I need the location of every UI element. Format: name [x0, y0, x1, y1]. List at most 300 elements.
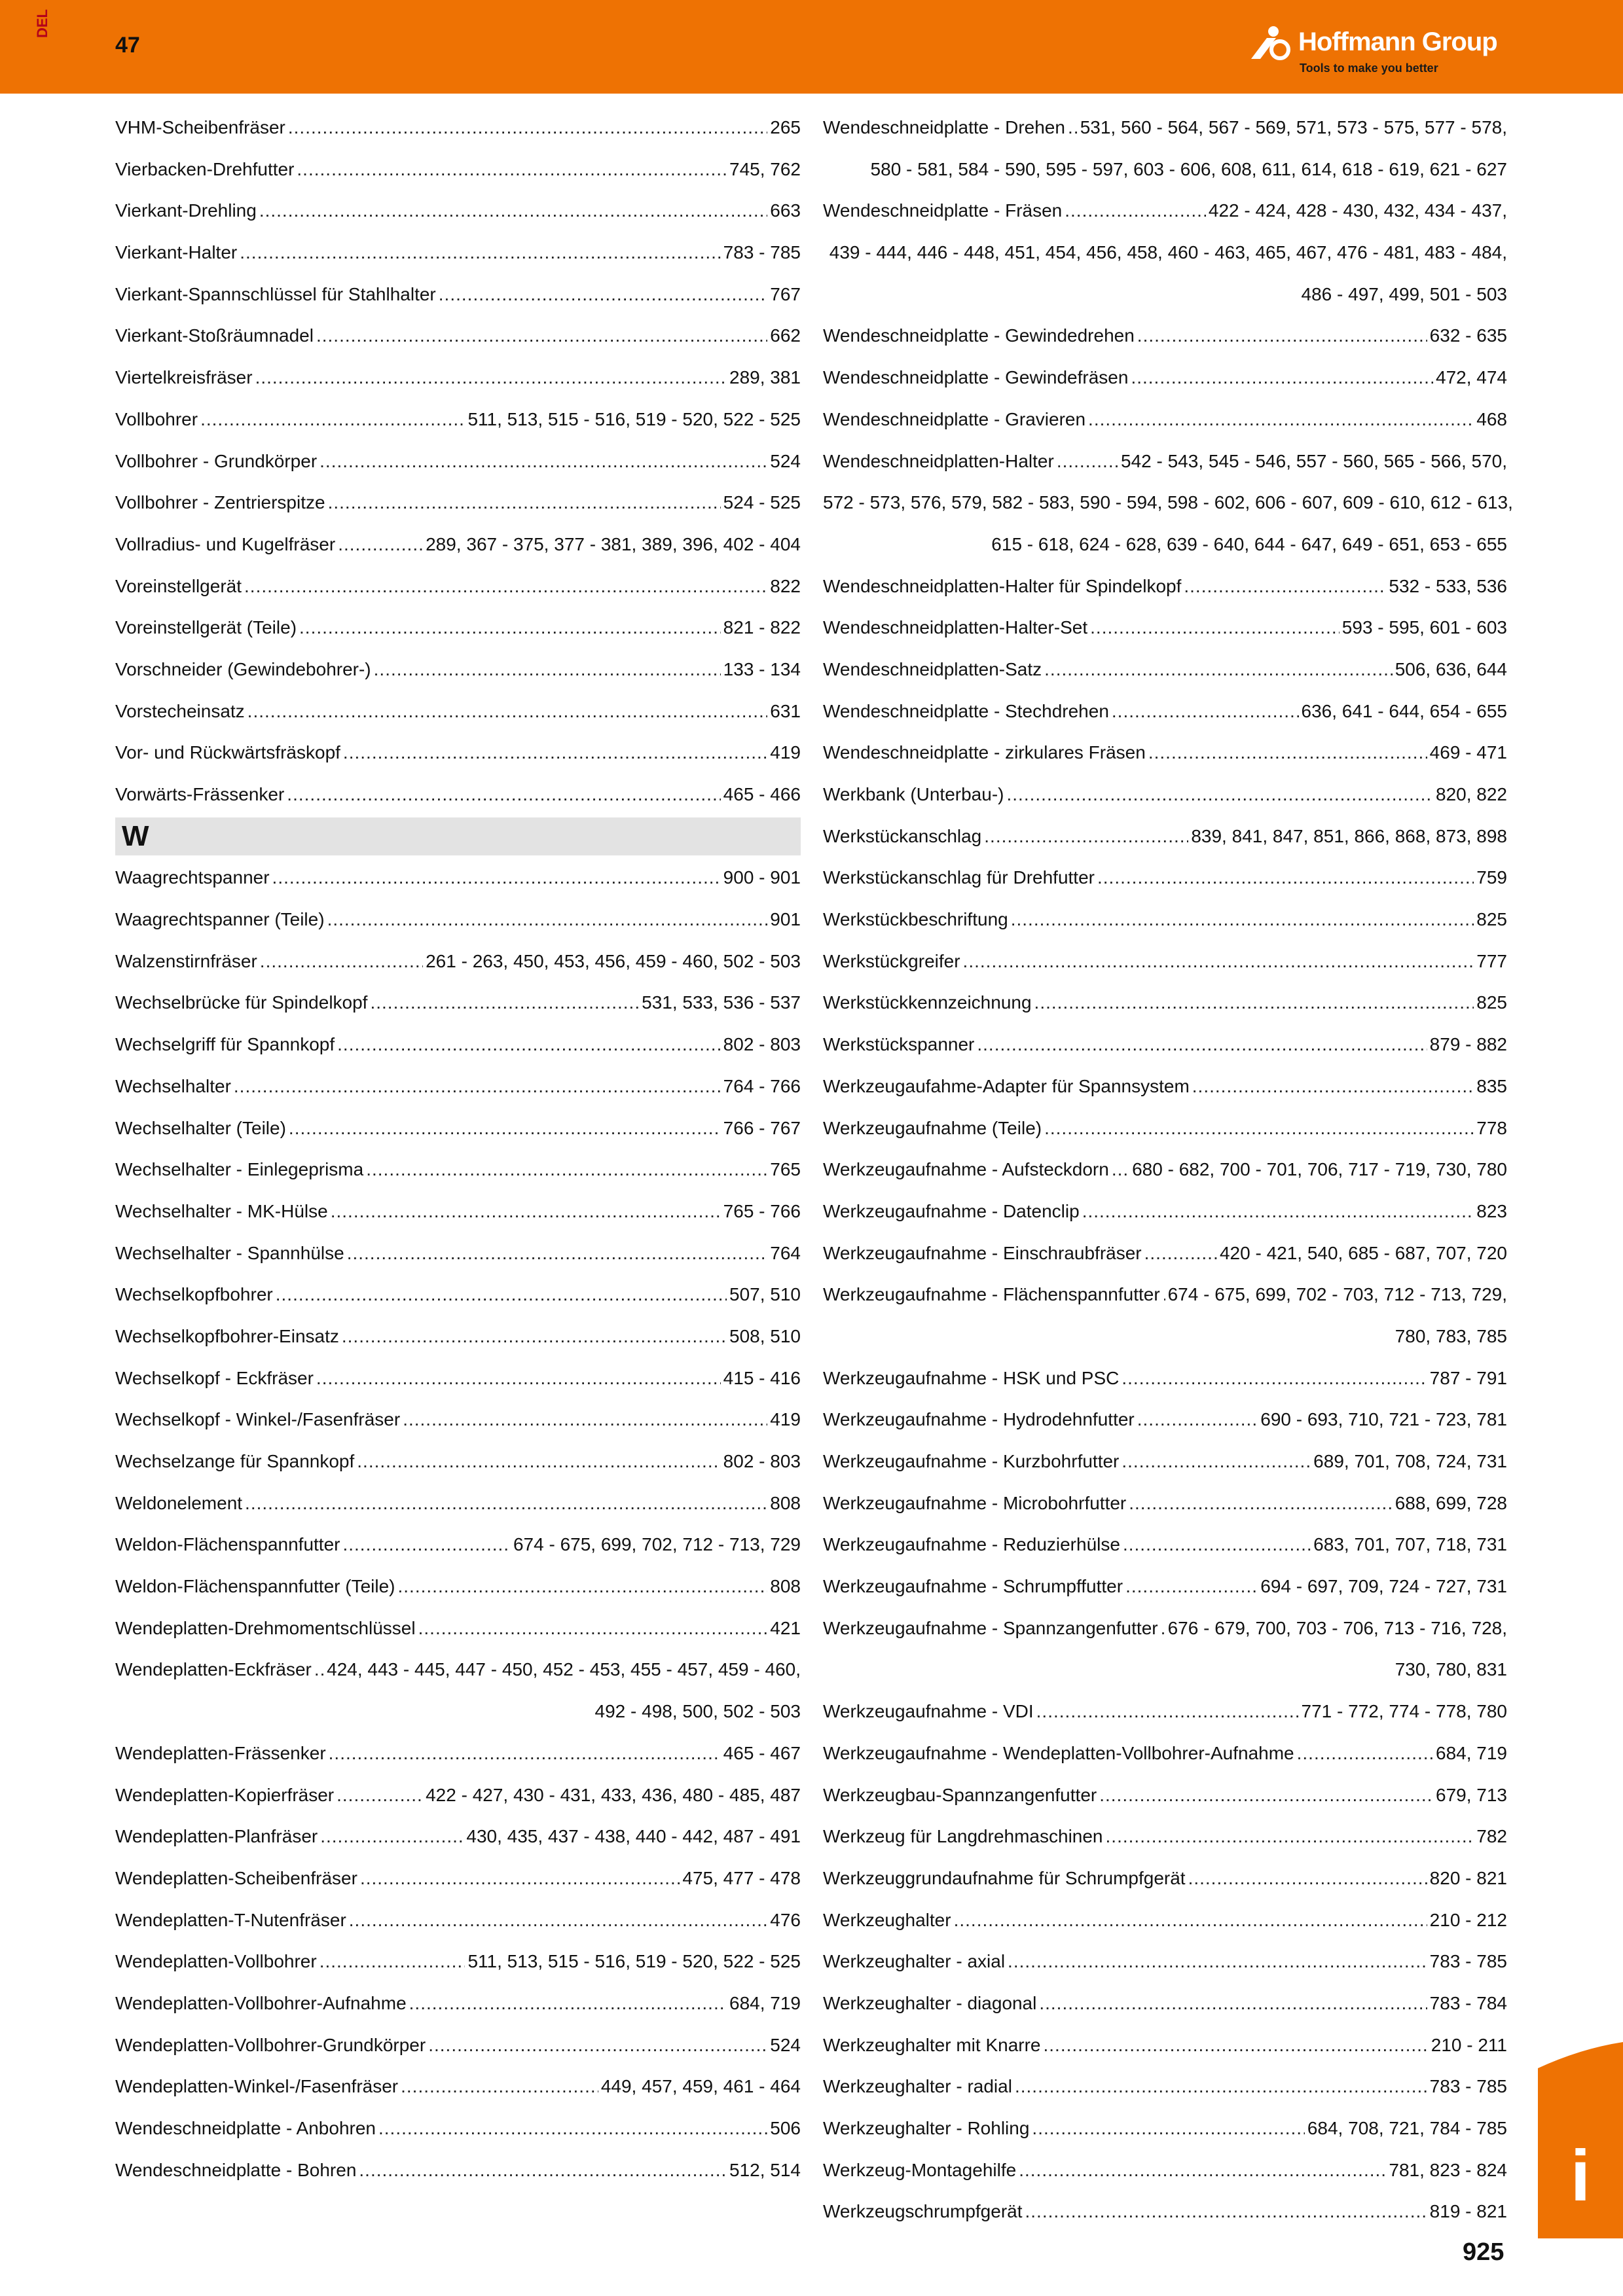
page-reference[interactable]: 802 - 803 — [723, 1451, 801, 1471]
index-term: Werkzeugaufnahme - Spannzangenfutter — [823, 1617, 1158, 1638]
index-entry — [823, 1191, 1507, 1232]
index-entry — [115, 1649, 801, 1691]
page-reference[interactable]: 684, 719 — [1436, 1742, 1507, 1763]
index-term: Wendeplatten-Drehmomentschlüssel — [115, 1617, 416, 1638]
page-reference[interactable]: 507, 510 — [729, 1284, 801, 1305]
index-entry — [823, 2191, 1507, 2233]
index-term: Wendeschneidplatten-Halter-Set — [823, 617, 1088, 638]
index-entry — [115, 1607, 801, 1649]
index-entry — [115, 1524, 801, 1566]
dot-leader — [260, 941, 423, 982]
index-term: Wendeplatten-Eckfräser — [115, 1659, 312, 1680]
page-reference[interactable]: 766 - 767 — [723, 1117, 801, 1138]
page-reference[interactable]: 825 — [1476, 992, 1507, 1013]
page-reference[interactable]: 261 - 263, 450, 453, 456, 459 - 460, 502 - 503 — [426, 950, 801, 971]
index-term: Wendeplatten-T-Nutenfräser — [115, 1909, 346, 1930]
index-term: Werkzeugaufnahme - VDI — [823, 1701, 1034, 1722]
index-entry — [823, 816, 1507, 857]
page-reference[interactable]: 506, 636, 644 — [1395, 658, 1507, 679]
dot-leader — [1088, 399, 1474, 440]
page-reference[interactable]: 759 — [1476, 867, 1507, 888]
index-entry — [823, 565, 1507, 607]
index-term: Werkzeugaufnahme - Einschraubfräser — [823, 1242, 1142, 1263]
index-entry — [823, 107, 1507, 149]
index-entry — [823, 2066, 1507, 2108]
dot-leader — [244, 565, 767, 607]
dot-leader — [1065, 190, 1206, 232]
index-entry — [823, 1816, 1507, 1857]
index-term: Werkzeugaufnahme - Reduzierhülse — [823, 1534, 1120, 1555]
index-term: Wechselhalter - MK-Hülse — [115, 1200, 328, 1221]
page-reference[interactable]: 783 - 785 — [1429, 1951, 1507, 1972]
dot-leader — [331, 1191, 721, 1232]
dot-leader — [1129, 1482, 1392, 1524]
index-entry — [115, 190, 801, 232]
page-reference[interactable]: 419 — [770, 742, 801, 763]
page-reference[interactable]: 508, 510 — [729, 1325, 801, 1346]
page-reference[interactable]: 631 — [770, 700, 801, 721]
dot-leader — [342, 1524, 511, 1566]
index-column-right — [823, 107, 1513, 2233]
index-entry — [115, 274, 801, 315]
index-entry — [823, 691, 1507, 732]
page-reference[interactable]: 265 — [770, 117, 801, 137]
page-reference[interactable]: 472, 474 — [1436, 367, 1507, 388]
index-entry — [823, 732, 1507, 774]
page-reference[interactable]: 901 — [770, 909, 801, 930]
page-reference[interactable]: 839, 841, 847, 851, 866, 868, 873, 898 — [1191, 825, 1507, 846]
index-entry — [115, 1316, 801, 1357]
index-entry — [823, 607, 1507, 649]
dot-leader — [403, 1399, 767, 1441]
index-term: Vollradius- und Kugelfräser — [115, 533, 336, 554]
page-reference[interactable]: 684, 719 — [729, 1992, 801, 2013]
index-entry — [115, 1899, 801, 1941]
page-reference[interactable]: 821 - 822 — [723, 617, 801, 638]
index-term: Vollbohrer - Zentrierspitze — [115, 492, 325, 513]
index-entry — [115, 1357, 801, 1399]
index-entry — [823, 1857, 1507, 1899]
index-term: Werkstückgreifer — [823, 950, 960, 971]
index-entry — [823, 1774, 1507, 1816]
index-term: Werkzeugaufnahme - Schrumpffutter — [823, 1576, 1123, 1597]
dot-leader — [1036, 1691, 1299, 1732]
index-entry — [823, 982, 1507, 1024]
page-reference[interactable]: 781, 823 - 824 — [1389, 2159, 1507, 2180]
dot-leader — [1144, 1232, 1217, 1274]
index-term: Werkzeugaufnahme - Datenclip — [823, 1200, 1080, 1221]
page-reference[interactable]: 210 - 211 — [1431, 2034, 1507, 2055]
index-term: Werkzeugaufahme-Adapter für Spannsystem — [823, 1075, 1190, 1096]
page-reference[interactable]: 289, 367 - 375, 377 - 381, 389, 396, 402 - 404 — [426, 533, 801, 554]
index-entry-continuation: 572 - 573, 576, 579, 582 - 583, 590 - 594, 598 - 602, 606 - 607, 609 - 610, 612 - 613, — [823, 492, 1513, 513]
page-reference[interactable]: 783 - 784 — [1429, 1992, 1507, 2013]
index-term: Werkzeughalter - radial — [823, 2076, 1012, 2097]
index-term: Werkzeugaufnahme - Wendeplatten-Vollbohrer-Aufnahme — [823, 1742, 1294, 1763]
index-entry — [823, 1024, 1507, 1066]
index-entry — [823, 1524, 1507, 1566]
page-reference[interactable]: 532 - 533, 536 — [1389, 575, 1507, 596]
dot-leader — [370, 982, 639, 1024]
index-entry — [115, 1274, 801, 1316]
section-header — [115, 816, 801, 857]
index-term: Wechselhalter (Teile) — [115, 1117, 286, 1138]
index-term: Wendeplatten-Vollbohrer-Aufnahme — [115, 1992, 407, 2013]
dot-leader — [1137, 315, 1427, 357]
dot-leader — [1122, 1357, 1427, 1399]
page-reference[interactable]: 764 — [770, 1242, 801, 1263]
page-reference[interactable]: 680 - 682, 700 - 701, 706, 717 - 719, 730, 780 — [1132, 1159, 1507, 1180]
page-reference[interactable]: 819 - 821 — [1429, 2201, 1507, 2222]
index-entry — [823, 1899, 1507, 1941]
index-entry — [823, 1566, 1507, 1607]
index-term: Walzenstirnfräser — [115, 950, 257, 971]
page-reference[interactable]: 468 — [1476, 408, 1507, 429]
dot-leader — [200, 399, 465, 440]
index-term: Wendeplatten-Vollbohrer — [115, 1951, 317, 1972]
dot-leader — [1188, 1857, 1427, 1899]
dot-leader — [1161, 1607, 1165, 1649]
dot-leader — [1090, 607, 1340, 649]
dot-leader — [439, 274, 768, 315]
index-entry — [115, 941, 801, 982]
index-term: Werkzeughalter - Rohling — [823, 2118, 1030, 2138]
page-reference[interactable]: 449, 457, 459, 461 - 464 — [600, 2076, 801, 2097]
dot-leader — [1192, 1066, 1474, 1107]
dot-leader — [984, 816, 1188, 857]
index-entry — [115, 482, 801, 524]
index-entry — [115, 732, 801, 774]
index-entry — [823, 1732, 1507, 1774]
page-reference[interactable]: 476 — [770, 1909, 801, 1930]
index-term: Werkzeughalter - diagonal — [823, 1992, 1037, 2013]
brand-logo[interactable] — [1247, 25, 1509, 84]
dot-leader — [1011, 899, 1474, 941]
index-term: Wendeschneidplatte - Drehen — [823, 117, 1065, 137]
header-page-number: 47 — [115, 33, 140, 58]
page-reference[interactable]: 684, 708, 721, 784 - 785 — [1307, 2118, 1507, 2138]
page-reference[interactable]: 835 — [1476, 1075, 1507, 1096]
index-entry — [115, 1107, 801, 1149]
dot-leader — [349, 1899, 768, 1941]
dot-leader — [1125, 1566, 1258, 1607]
index-entry — [823, 1941, 1507, 1982]
index-term: Wechselbrücke für Spindelkopf — [115, 992, 368, 1013]
index-term: Wendeschneidplatten-Halter für Spindelkopf — [823, 575, 1182, 596]
index-term: Waagrechtspanner (Teile) — [115, 909, 325, 930]
index-term: Wechselkopfbohrer — [115, 1284, 273, 1305]
index-entry — [823, 1274, 1507, 1316]
dot-leader — [337, 1774, 423, 1816]
index-entry — [823, 1357, 1507, 1399]
page-reference[interactable]: 787 - 791 — [1429, 1367, 1507, 1388]
index-entry — [823, 2108, 1507, 2149]
page-reference[interactable]: 765 — [770, 1159, 801, 1180]
dot-leader — [1008, 1941, 1427, 1982]
page-reference[interactable]: 767 — [770, 283, 801, 304]
page-reference[interactable]: 808 — [770, 1576, 801, 1597]
index-term: Wendeschneidplatte - Fräsen — [823, 200, 1063, 221]
dot-leader — [1082, 1191, 1474, 1232]
index-entry — [823, 1066, 1507, 1107]
page-reference[interactable]: 674 - 675, 699, 702 - 703, 712 - 713, 729, — [1167, 1284, 1507, 1305]
index-entry — [823, 440, 1507, 482]
index-term: Viertelkreisfräser — [115, 367, 253, 388]
page-reference[interactable]: 524 - 525 — [723, 492, 801, 513]
dot-leader — [314, 1649, 324, 1691]
index-entry — [115, 1066, 801, 1107]
page-reference[interactable]: 683, 701, 707, 718, 731 — [1313, 1534, 1507, 1555]
dot-leader — [428, 2024, 767, 2066]
dot-leader — [1112, 1149, 1129, 1191]
index-entry — [115, 2149, 801, 2191]
dot-leader — [1137, 1399, 1258, 1441]
index-term: Weldonelement — [115, 1492, 243, 1513]
index-entry — [823, 1691, 1507, 1732]
dot-leader — [1044, 2024, 1429, 2066]
index-term: Werkzeughalter — [823, 1909, 951, 1930]
page-reference[interactable]: 688, 699, 728 — [1395, 1492, 1507, 1513]
page-reference[interactable]: 694 - 697, 709, 724 - 727, 731 — [1260, 1576, 1507, 1597]
page-reference[interactable]: 662 — [770, 325, 801, 346]
page-reference[interactable]: 689, 701, 708, 724, 731 — [1313, 1451, 1507, 1471]
index-entry — [115, 899, 801, 941]
index-term: Wendeplatten-Planfräser — [115, 1826, 318, 1847]
index-term: Werkzeughalter - axial — [823, 1951, 1006, 1972]
page-reference[interactable]: 512, 514 — [729, 2159, 801, 2180]
index-term: Vierkant-Stoßräumnadel — [115, 325, 314, 346]
index-term: Voreinstellgerät (Teile) — [115, 617, 297, 638]
index-entry — [823, 1982, 1507, 2024]
dot-leader — [977, 1024, 1427, 1066]
page-reference[interactable]: 679, 713 — [1436, 1784, 1507, 1805]
dot-leader — [1068, 107, 1078, 149]
dot-leader — [297, 149, 727, 190]
section-letter: W — [122, 819, 149, 852]
page-reference[interactable]: 415 - 416 — [723, 1367, 801, 1388]
page-reference[interactable]: 133 - 134 — [723, 658, 801, 679]
page-reference[interactable]: 777 — [1476, 950, 1507, 971]
dot-leader — [401, 2066, 598, 2108]
index-term: Wendeplatten-Winkel-/Fasenfräser — [115, 2076, 399, 2097]
index-entry-continuation: 730, 780, 831 — [1395, 1659, 1507, 1680]
index-term: Wechselgriff für Spannkopf — [115, 1034, 335, 1055]
page-reference[interactable]: 469 - 471 — [1429, 742, 1507, 763]
dot-leader — [319, 440, 767, 482]
page-reference[interactable]: 778 — [1476, 1117, 1507, 1138]
dot-leader — [1044, 1107, 1474, 1149]
dot-leader — [1019, 2149, 1386, 2191]
page-reference[interactable]: 421 — [770, 1617, 801, 1638]
logo-tagline: Tools to make you better — [1300, 62, 1438, 75]
index-term: Voreinstellgerät — [115, 575, 242, 596]
page-reference[interactable]: 825 — [1476, 909, 1507, 930]
index-term: Wechselhalter - Einlegeprisma — [115, 1159, 364, 1180]
index-entry — [823, 190, 1507, 232]
page-reference[interactable]: 420 - 421, 540, 685 - 687, 707, 720 — [1219, 1242, 1507, 1263]
index-term: Vorwärts-Frässenker — [115, 784, 285, 804]
dot-leader — [234, 1066, 721, 1107]
index-term: Weldon-Flächenspannfutter (Teile) — [115, 1576, 395, 1597]
index-entry-continuation: 615 - 618, 624 - 628, 639 - 640, 644 - 647, 649 - 651, 653 - 655 — [991, 533, 1507, 554]
index-entry — [115, 1232, 801, 1274]
page-reference[interactable]: 820 - 821 — [1429, 1867, 1507, 1888]
index-entry — [115, 2024, 801, 2066]
page-reference[interactable]: 210 - 212 — [1429, 1909, 1507, 1930]
page-reference[interactable]: 531, 533, 536 - 537 — [642, 992, 801, 1013]
index-term: Werkzeug für Langdrehmaschinen — [823, 1826, 1103, 1847]
dot-leader — [1123, 1524, 1311, 1566]
page-reference[interactable]: 674 - 675, 699, 702, 712 - 713, 729 — [513, 1534, 801, 1555]
dot-leader — [359, 2149, 727, 2191]
page-reference[interactable]: 783 - 785 — [723, 242, 801, 263]
index-term: Vierbacken-Drehfutter — [115, 158, 295, 179]
page-reference[interactable]: 422 - 424, 428 - 430, 432, 434 - 437, — [1208, 200, 1507, 221]
page-reference[interactable]: 676 - 679, 700, 703 - 706, 713 - 716, 728, — [1167, 1617, 1507, 1638]
index-entry — [823, 2149, 1507, 2191]
page-reference[interactable]: 663 — [770, 200, 801, 221]
dot-leader — [288, 107, 767, 149]
page-reference[interactable]: 802 - 803 — [723, 1034, 801, 1055]
dot-leader — [1297, 1732, 1433, 1774]
index-entry — [823, 1232, 1507, 1274]
page-reference[interactable]: 511, 513, 515 - 516, 519 - 520, 522 - 525 — [467, 1951, 801, 1972]
index-term: Vorschneider (Gewindebohrer-) — [115, 658, 371, 679]
dot-leader — [1106, 1816, 1474, 1857]
index-entry — [115, 857, 801, 899]
index-entry — [115, 149, 801, 190]
index-entry — [115, 1441, 801, 1482]
dot-leader — [272, 857, 721, 899]
index-term: Werkzeuggrundaufnahme für Schrumpfgerät — [823, 1867, 1186, 1888]
page-reference[interactable]: 822 — [770, 575, 801, 596]
page-reference[interactable]: 531, 560 - 564, 567 - 569, 571, 573 - 575, 577 - 578, — [1080, 117, 1507, 137]
dot-leader — [327, 899, 768, 941]
index-term: Vierkant-Drehling — [115, 200, 257, 221]
page-reference[interactable]: 632 - 635 — [1429, 325, 1507, 346]
index-term: Werkzeugaufnahme - Flächenspannfutter — [823, 1284, 1160, 1305]
index-term: Vierkant-Spannschlüssel für Stahlhalter — [115, 283, 436, 304]
index-term: Werkstückspanner — [823, 1034, 975, 1055]
page-reference[interactable]: 783 - 785 — [1429, 2076, 1507, 2097]
info-section-tab[interactable] — [1538, 2042, 1623, 2238]
index-entry — [115, 649, 801, 691]
page-reference[interactable]: 422 - 427, 430 - 431, 433, 436, 480 - 485, 487 — [426, 1784, 801, 1805]
dot-leader — [320, 1816, 464, 1857]
index-entry — [115, 774, 801, 816]
dot-leader — [1112, 691, 1299, 732]
index-term: Wechselzange für Spannkopf — [115, 1451, 355, 1471]
page-reference[interactable]: 900 - 901 — [723, 867, 801, 888]
index-term: Vor- und Rückwärtsfräskopf — [115, 742, 340, 763]
index-entry — [115, 1024, 801, 1066]
page-reference[interactable]: 524 — [770, 450, 801, 471]
page-reference[interactable]: 424, 443 - 445, 447 - 450, 452 - 453, 455 - 457, 459 - 460, — [327, 1659, 801, 1680]
index-entry — [823, 315, 1507, 357]
index-entry — [115, 1941, 801, 1982]
logo-name: Hoffmann Group — [1298, 27, 1497, 56]
index-entry — [823, 857, 1507, 899]
dot-leader — [1044, 649, 1393, 691]
page-reference[interactable]: 745, 762 — [729, 158, 801, 179]
index-term: Werkzeughalter mit Knarre — [823, 2034, 1041, 2055]
index-entry — [115, 1982, 801, 2024]
page-reference[interactable]: 808 — [770, 1492, 801, 1513]
dot-leader — [343, 732, 767, 774]
index-entry — [823, 899, 1507, 941]
page-reference[interactable]: 771 - 772, 774 - 778, 780 — [1301, 1701, 1507, 1722]
page-reference[interactable]: 765 - 766 — [723, 1200, 801, 1221]
index-term: Werkzeugaufnahme - HSK und PSC — [823, 1367, 1120, 1388]
index-entry — [115, 1816, 801, 1857]
index-term: Wendeschneidplatte - zirkulares Fräsen — [823, 742, 1146, 763]
index-term: Wendeplatten-Vollbohrer-Grundkörper — [115, 2034, 426, 2055]
index-term: Werkzeugbau-Spannzangenfutter — [823, 1784, 1097, 1805]
logo-mark-icon — [1247, 25, 1294, 62]
page-reference[interactable]: 430, 435, 437 - 438, 440 - 442, 487 - 491 — [466, 1826, 801, 1847]
index-term: Wechselkopf - Winkel-/Fasenfräser — [115, 1409, 401, 1430]
index-term: Werkstückanschlag für Drehfutter — [823, 867, 1095, 888]
index-entry — [115, 1566, 801, 1607]
index-term: Wechselhalter — [115, 1075, 231, 1096]
page-reference[interactable]: 820, 822 — [1436, 784, 1507, 804]
page-reference[interactable]: 419 — [770, 1409, 801, 1430]
index-term: Wendeschneidplatte - Gewindedrehen — [823, 325, 1135, 346]
index-term: Vierkant-Halter — [115, 242, 238, 263]
index-term: Werkstückanschlag — [823, 825, 982, 846]
dot-leader — [276, 1274, 727, 1316]
page-reference[interactable]: 690 - 693, 710, 721 - 723, 781 — [1260, 1409, 1507, 1430]
page-reference[interactable]: 764 - 766 — [723, 1075, 801, 1096]
index-entry — [115, 607, 801, 649]
page-reference[interactable]: 465 - 466 — [723, 784, 801, 804]
page-reference[interactable]: 823 — [1476, 1200, 1507, 1221]
page-reference[interactable]: 879 - 882 — [1429, 1034, 1507, 1055]
index-entry — [115, 1149, 801, 1191]
page-reference[interactable]: 782 — [1476, 1826, 1507, 1847]
index-entry — [823, 1107, 1507, 1149]
page-reference[interactable]: 465 - 467 — [723, 1742, 801, 1763]
dot-leader — [316, 315, 767, 357]
index-term: Wendeplatten-Kopierfräser — [115, 1784, 335, 1805]
dot-leader — [1006, 774, 1433, 816]
index-term: Wendeschneidplatte - Stechdrehen — [823, 700, 1109, 721]
page-reference[interactable]: 636, 641 - 644, 654 - 655 — [1301, 700, 1507, 721]
index-entry — [823, 399, 1507, 440]
index-entry — [115, 1482, 801, 1524]
index-term: Wendeschneidplatte - Bohren — [115, 2159, 357, 2180]
dot-leader — [1015, 2066, 1427, 2108]
dot-leader — [1099, 1774, 1433, 1816]
dot-leader — [259, 190, 767, 232]
page-reference[interactable]: 289, 381 — [729, 367, 801, 388]
page-reference[interactable]: 475, 477 - 478 — [682, 1867, 801, 1888]
index-term: Wendeplatten-Scheibenfräser — [115, 1867, 357, 1888]
tab-letter: i — [1570, 2136, 1591, 2216]
page-reference[interactable]: 511, 513, 515 - 516, 519 - 520, 522 - 525 — [467, 408, 801, 429]
page-reference[interactable]: 524 — [770, 2034, 801, 2055]
dot-leader — [319, 1941, 465, 1982]
page-reference[interactable]: 506 — [770, 2118, 801, 2138]
dot-leader — [1032, 2108, 1304, 2149]
index-entry — [115, 1774, 801, 1816]
page-reference[interactable]: 593 - 595, 601 - 603 — [1341, 617, 1507, 638]
index-term: Wechselkopf - Eckfräser — [115, 1367, 314, 1388]
index-term: Waagrechtspanner — [115, 867, 270, 888]
index-term: Wendeschneidplatten-Halter — [823, 450, 1054, 471]
page-reference[interactable]: 542 - 543, 545 - 546, 557 - 560, 565 - 566, 570, — [1121, 450, 1507, 471]
dot-leader — [1122, 1441, 1311, 1482]
